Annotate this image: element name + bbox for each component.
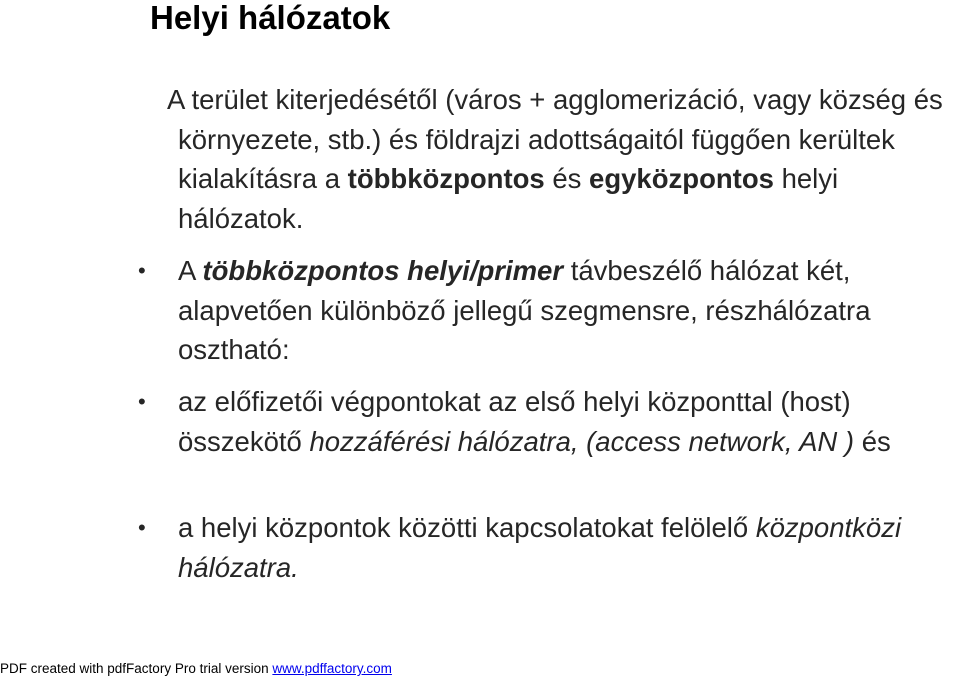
- bullet-3-italic: központközi hálózatra.: [178, 512, 902, 583]
- bullet-2-italic: hozzáférési hálózatra, (access network, AN ): [309, 425, 855, 457]
- intro-text-1: A terület kiterjedésétől (város + agglomerizáció, vagy község és környezete, stb.) és földrajzi adottságaitól függően kerültek kialakításra a: [167, 84, 943, 194]
- bullet-icon: •: [138, 258, 146, 283]
- bullet-item-3: [138, 508, 960, 587]
- intro-paragraph: [167, 80, 960, 238]
- bullet-item-2: [138, 382, 960, 461]
- bullet-1-emphasis: többközpontos helyi/primer: [202, 255, 564, 286]
- intro-bold-multi-center: többközpontos: [347, 163, 545, 194]
- bullet-2-text-2: és: [861, 425, 891, 457]
- intro-text-3: helyi hálózatok.: [178, 163, 839, 234]
- footer-link[interactable]: www.pdffactory.com: [272, 661, 392, 676]
- intro-text-2: és: [552, 163, 582, 194]
- bullet-1-text-a: A: [178, 255, 195, 286]
- bullet-2-text-1: az előfizetői végpontokat az első helyi központtal (host) összekötő: [178, 386, 851, 457]
- bullet-icon: •: [138, 515, 146, 540]
- pdf-footer: [0, 660, 392, 678]
- bullet-item-1: [138, 251, 960, 370]
- bullet-icon: •: [138, 389, 146, 414]
- intro-bold-single-center: egyközpontos: [589, 163, 774, 194]
- page-title: Helyi hálózatok: [150, 0, 391, 36]
- bullet-1-text-rest: távbeszélő hálózat két, alapvetően különböző jellegű szegmensre, részhálózatra osztható:: [178, 255, 871, 365]
- bullet-3-text-1: a helyi központok közötti kapcsolatokat felölelő: [178, 512, 749, 543]
- footer-text: PDF created with pdfFactory Pro trial version: [0, 661, 269, 676]
